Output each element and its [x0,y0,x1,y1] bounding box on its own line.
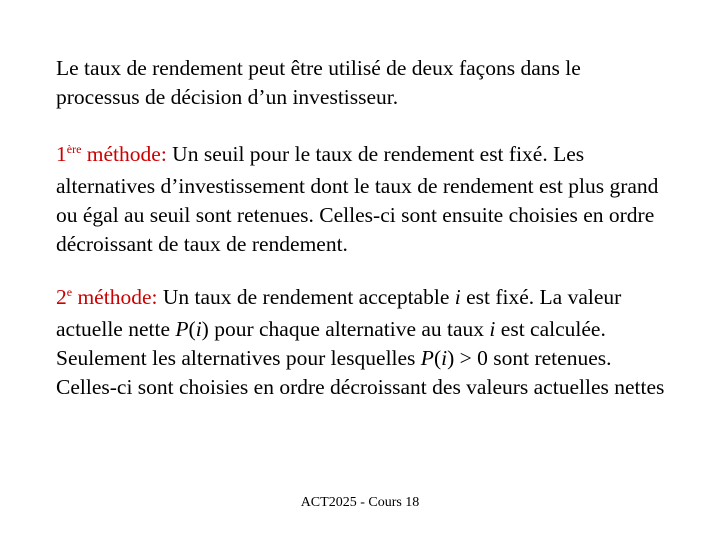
method-1-ordinal: ère [66,142,82,156]
variable-i: i [441,346,448,370]
variable-i: i [195,317,202,341]
method-2-body-4: est calculée. Seulement les alternatives pour lesquelles [56,317,606,370]
method-2-number: 2 [56,285,67,309]
method-2-body-5: > 0 sont retenues. Celles-ci sont choisies en ordre décroissant des valeurs actuelles nettes [56,346,665,399]
variable-p: P [420,346,434,370]
variable-p: P [175,317,189,341]
method-2-label: méthode: [72,285,158,309]
variable-i: i [489,317,496,341]
variable-i: i [454,285,461,309]
method-2-body-3: pour chaque alternative au taux [208,317,490,341]
method-1-body: Un seuil pour le taux de rendement est fixé. Les alternatives d’investissement dont le taux de rendement est plus grand ou égal au seuil sont retenues. Celles-ci sont ensuite choisies en ordre décroissant de taux de rendement. [56,142,659,256]
paren-open: ( [433,346,442,370]
slide-footer: ACT2025 - Cours 18 [300,495,420,510]
method-2-body-2: est fixé. La valeur actuelle nette [56,285,622,341]
paren-open: ( [188,317,196,341]
method-1-paragraph [56,140,666,259]
method-2-paragraph [56,283,666,402]
intro-paragraph [56,54,666,112]
intro-text: Le taux de rendement peut être utilisé de deux façons dans le processus de décision d’un investisseur. [56,56,581,109]
method-2-ordinal: e [66,285,73,299]
method-1-number: 1 [56,142,67,166]
method-2-body-1: Un taux de rendement acceptable [157,285,455,309]
paren-close: ) [201,317,209,341]
paren-close: ) [447,346,455,370]
method-1-label: méthode: [81,142,167,166]
